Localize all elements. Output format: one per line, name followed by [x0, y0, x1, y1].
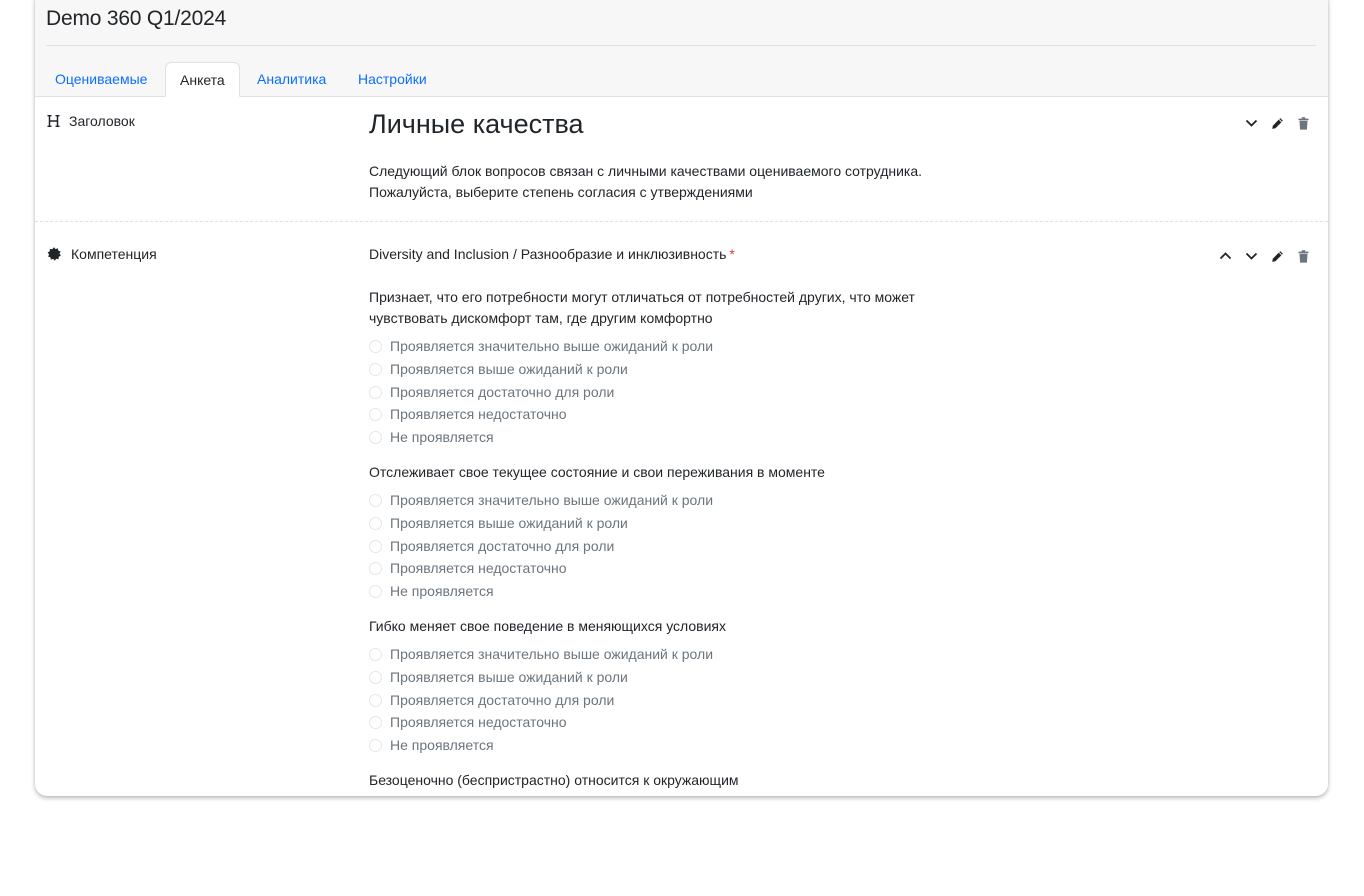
- option-label: Проявляется достаточно для роли: [390, 384, 615, 400]
- answer-option[interactable]: [369, 689, 614, 711]
- trash-icon: [1298, 250, 1309, 263]
- heading-description-line: Следующий блок вопросов связан с личными качествами оцениваемого сотрудника.: [369, 163, 923, 179]
- radio-button[interactable]: [369, 408, 382, 421]
- pencil-icon: [1271, 250, 1284, 263]
- move-down-button[interactable]: [1238, 246, 1264, 266]
- radio-button[interactable]: [369, 562, 382, 575]
- required-mark: *: [729, 246, 735, 262]
- question-line: чувствовать дискомфорт там, где другим комфортно: [369, 310, 713, 326]
- answer-option[interactable]: [369, 666, 628, 688]
- question-text: [369, 770, 739, 791]
- radio-button[interactable]: [369, 739, 382, 752]
- page-title: Demo 360 Q1/2024: [46, 7, 227, 30]
- tab-evaluated[interactable]: Оцениваемые: [55, 71, 148, 87]
- trash-icon: [1298, 117, 1309, 130]
- chevron-up-icon: [1219, 252, 1232, 260]
- answer-option[interactable]: [369, 426, 494, 448]
- question-line: Признает, что его потребности могут отличаться от потребностей других, что может: [369, 289, 915, 305]
- radio-button[interactable]: [369, 386, 382, 399]
- radio-button[interactable]: [369, 363, 382, 376]
- option-label: Не проявляется: [390, 583, 494, 599]
- radio-button[interactable]: [369, 540, 382, 553]
- answer-option[interactable]: [369, 403, 567, 425]
- option-label: Проявляется выше ожиданий к роли: [390, 361, 628, 377]
- radio-button[interactable]: [369, 340, 382, 353]
- question-text: [369, 616, 726, 637]
- option-label: Проявляется недостаточно: [390, 714, 567, 730]
- competency-block-type-label: Компетенция: [71, 246, 157, 262]
- option-label: Не проявляется: [390, 737, 494, 753]
- delete-button[interactable]: [1290, 246, 1316, 266]
- chevron-down-icon: [1245, 119, 1258, 127]
- tab-settings[interactable]: Настройки: [358, 71, 427, 87]
- answer-option[interactable]: [369, 643, 713, 665]
- question-text: [369, 462, 825, 483]
- question-line: Гибко меняет свое поведение в меняющихся условиях: [369, 618, 726, 634]
- option-label: Проявляется недостаточно: [390, 406, 567, 422]
- answer-option[interactable]: [369, 358, 628, 380]
- answer-option[interactable]: [369, 535, 614, 557]
- heading-description: [369, 161, 922, 203]
- question-line: Отслеживает свое текущее состояние и свои переживания в моменте: [369, 464, 825, 480]
- radio-button[interactable]: [369, 517, 382, 530]
- heading-actions: [1238, 113, 1316, 133]
- header-divider: [46, 45, 1316, 46]
- answer-option[interactable]: [369, 335, 713, 357]
- answer-option[interactable]: [369, 711, 567, 733]
- option-label: Проявляется выше ожиданий к роли: [390, 515, 628, 531]
- radio-button[interactable]: [369, 716, 382, 729]
- pencil-icon: [1271, 117, 1284, 130]
- competency-actions: [1212, 246, 1316, 266]
- option-label: Проявляется достаточно для роли: [390, 692, 615, 708]
- tab-analytics[interactable]: Аналитика: [257, 71, 327, 87]
- option-label: Не проявляется: [390, 429, 494, 445]
- answer-option[interactable]: [369, 512, 628, 534]
- radio-button[interactable]: [369, 494, 382, 507]
- delete-button[interactable]: [1290, 113, 1316, 133]
- answer-option[interactable]: [369, 489, 713, 511]
- question-line: Безоценочно (беспристрастно) относится к окружающим: [369, 772, 739, 788]
- option-label: Проявляется значительно выше ожиданий к роли: [390, 338, 714, 354]
- heading-block-type-label: Заголовок: [69, 113, 135, 129]
- radio-button[interactable]: [369, 694, 382, 707]
- competency-title: [369, 246, 735, 262]
- tab-questionnaire[interactable]: Анкета: [165, 62, 240, 97]
- option-label: Проявляется значительно выше ожиданий к роли: [390, 646, 714, 662]
- option-label: Проявляется выше ожиданий к роли: [390, 669, 628, 685]
- option-label: Проявляется достаточно для роли: [390, 538, 615, 554]
- radio-button[interactable]: [369, 648, 382, 661]
- survey-card: [35, 0, 1328, 796]
- edit-button[interactable]: [1264, 113, 1290, 133]
- move-up-button[interactable]: [1212, 246, 1238, 266]
- answer-option[interactable]: [369, 557, 567, 579]
- answer-option[interactable]: [369, 381, 614, 403]
- card-header: [35, 0, 1328, 97]
- radio-button[interactable]: [369, 431, 382, 444]
- answer-option[interactable]: [369, 734, 494, 756]
- move-down-button[interactable]: [1238, 113, 1264, 133]
- radio-button[interactable]: [369, 671, 382, 684]
- block-divider: [35, 221, 1328, 222]
- radio-button[interactable]: [369, 585, 382, 598]
- competency-title-text: Diversity and Inclusion / Разнообразие и инклюзивность: [369, 246, 727, 262]
- heading-icon: [47, 115, 60, 127]
- heading-description-line: Пожалуйста, выберите степень согласия с утверждениями: [369, 184, 753, 200]
- edit-button[interactable]: [1264, 246, 1290, 266]
- option-label: Проявляется недостаточно: [390, 560, 567, 576]
- question-text: [369, 287, 915, 329]
- heading-title: Личные качества: [369, 109, 584, 139]
- answer-option[interactable]: [369, 580, 494, 602]
- option-label: Проявляется значительно выше ожиданий к роли: [390, 492, 714, 508]
- chevron-down-icon: [1245, 252, 1258, 260]
- badge-icon: [47, 247, 61, 261]
